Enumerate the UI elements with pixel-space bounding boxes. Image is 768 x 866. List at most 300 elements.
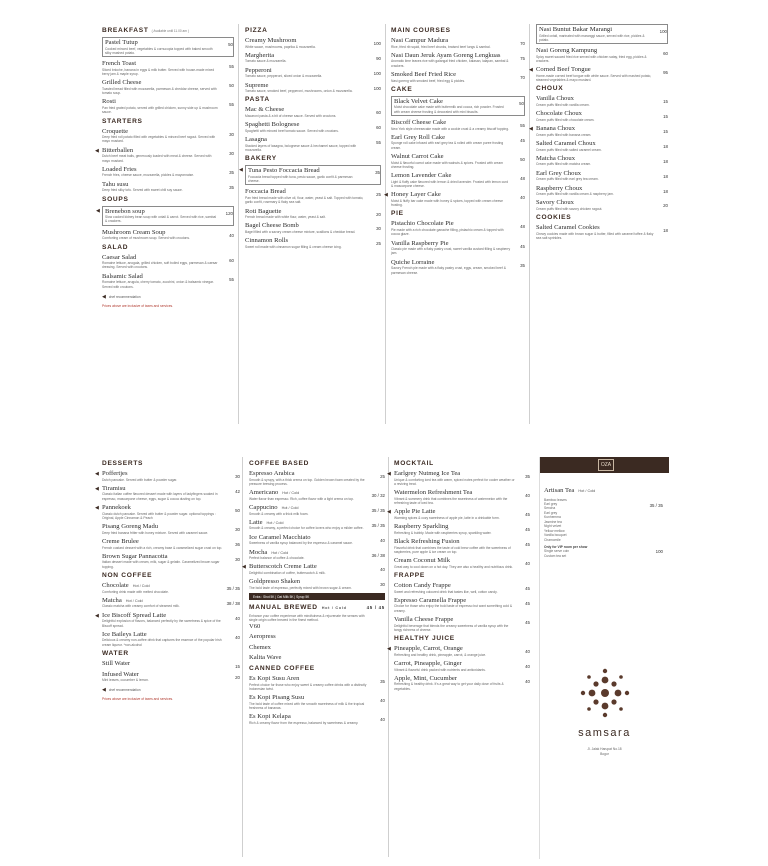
section-heading-mocktail <box>394 460 530 467</box>
section-heading-soups <box>102 196 234 203</box>
menu-item <box>102 229 234 241</box>
item-price: 40 <box>525 678 530 684</box>
item-description: Perfect choice for those who enjoy sweet & creamy coffee drinks with a distinctly Indonesian twist. <box>249 682 367 691</box>
item-description: Sweetness of vanilla syrup balanced by the espresso & caramel sauce. <box>249 541 353 546</box>
menu-item <box>102 660 240 668</box>
item-name <box>249 578 385 586</box>
item-description: Classic dutch pancake. Served with butter & powder sugar. optional toppings : Original, Apple Cinnamon & Peach <box>102 511 216 520</box>
item-title: Nasi Buntut Bakar Marangi <box>539 26 613 33</box>
item-price: 70 <box>520 75 525 80</box>
item-title: Savory Choux <box>536 199 574 207</box>
item-description: White sauce, mushrooms, paprika & mozzarella. <box>245 44 316 49</box>
item-name <box>102 60 234 68</box>
item-price: 35 / 35 <box>371 522 385 528</box>
item-description: Refreshing & bubbly. Made with raspberries syrup, sparkling water. <box>394 530 492 535</box>
item-title: Biscoff Cheese Cake <box>391 119 447 126</box>
menu-column-1 <box>95 24 234 428</box>
item-description: Light & fluffy cake flavored with lemon & dried lavender. Frosted with lemon curd & mascarpone cheese. <box>391 179 509 188</box>
item-price: 40 <box>380 537 385 543</box>
menu-column-1 <box>95 457 240 861</box>
item-name <box>102 229 234 237</box>
item-title: Butterscotch Creme Latte <box>249 563 317 571</box>
item-name <box>536 170 668 178</box>
menu-item <box>245 37 381 49</box>
item-price: 30 <box>229 150 234 156</box>
item-name <box>539 26 665 34</box>
item-price: 60 <box>376 125 381 131</box>
column-divider <box>388 457 389 857</box>
menu-item <box>394 675 530 691</box>
tea-variant: Chamomile <box>544 537 561 542</box>
menu-item <box>102 166 234 178</box>
item-description: Macaroni pasta & a bit of cheese sauce. Served with croutons. <box>245 114 337 119</box>
item-title: Matcha Choux <box>536 154 576 162</box>
item-title: Pisang Goreng Madu <box>102 523 159 531</box>
item-name <box>102 582 240 590</box>
section-title: DESSERTS <box>102 460 144 467</box>
item-name <box>245 52 381 60</box>
menu-item <box>536 224 668 240</box>
item-name <box>536 47 668 55</box>
item-name <box>536 95 668 103</box>
section-heading-breakfast <box>102 27 234 34</box>
section-title: STARTERS <box>102 117 143 125</box>
item-description: Delightful combination of coffee, butterscotch & milk. <box>249 571 326 576</box>
item-name <box>391 119 525 127</box>
chef-recommendation-icon: ◀ <box>387 510 391 516</box>
item-title: Cappucino <box>249 504 278 511</box>
item-name <box>102 553 240 561</box>
item-name <box>394 470 530 478</box>
item-title: Nasi Daun Jeruk Ayam Goreng Lengkuas <box>391 51 501 59</box>
item-price: 90 <box>376 55 381 61</box>
chef-recommendation-icon: ◀ <box>529 127 533 133</box>
item-price: 45 <box>520 137 525 143</box>
menu-item <box>249 519 385 531</box>
section-heading-pasta <box>245 96 381 103</box>
item-name <box>536 185 668 193</box>
item-description: Moist & fluffy bar cake made with honey & spices, topped with cream cheese frosting. <box>391 198 503 208</box>
item-price: 45 <box>520 243 525 249</box>
chef-recommendation-icon: ◀ <box>384 193 388 199</box>
item-title: Black Refreshing Fusion <box>394 538 460 545</box>
menu-item <box>96 206 234 226</box>
menu-item <box>245 82 381 94</box>
brand-header-bar <box>540 457 669 473</box>
item-title: Vanilla Cheese Frappe <box>394 616 454 623</box>
item-name <box>102 181 234 189</box>
menu-item <box>536 155 668 167</box>
item-description: Cream puffs filled with earl grey tea cream. <box>536 177 599 182</box>
item-title: Walnut Carrot Cake <box>391 153 444 160</box>
column-divider <box>242 457 243 857</box>
tea-variant: Yellow mellow <box>544 528 565 533</box>
menu-item <box>249 623 385 631</box>
item-price: 18 <box>663 228 668 234</box>
tea-variant: Bamboo leaves <box>544 497 567 502</box>
samsara-logo-icon <box>580 665 630 721</box>
menu-item <box>249 654 385 662</box>
menu-item <box>249 675 385 691</box>
item-description: Perfect balance of coffee & chocolate. <box>249 556 305 561</box>
item-title: Goldpresso Shaken <box>249 578 301 586</box>
item-title: Es Kopi Pisang Susu <box>249 694 305 702</box>
item-description: Sliced brioche, banana in eggs & milk butter. Served with house-made mixed berry jam & maple syrup. <box>102 67 215 76</box>
item-price: 35 <box>380 679 385 685</box>
item-description: Spicy sweet sauced fried rice served with chicken satay, fried egg, pickles & crackers. <box>536 54 647 63</box>
chef-recommendation-icon: ◀ <box>102 687 106 694</box>
item-options: Hot / Cold <box>282 491 300 496</box>
item-price: 30 / 32 <box>371 493 385 499</box>
item-name <box>249 519 385 527</box>
item-price: 100 <box>659 29 667 34</box>
item-name <box>249 534 385 542</box>
item-name <box>245 208 381 216</box>
menu-item <box>102 523 240 535</box>
section-heading-salad <box>102 244 234 251</box>
menu-item <box>391 37 525 49</box>
item-title: Tuna Pesto Foccacia Bread <box>248 167 320 175</box>
item-price: 40 <box>235 634 240 640</box>
item-price: 18 <box>663 158 668 164</box>
chef-recommendation-icon: ◀ <box>95 472 99 477</box>
item-title: Raspberry Sparkling <box>394 523 449 531</box>
item-description: Sweet roll made with cinnamon sugar filling & cream cheese icing. <box>245 244 342 249</box>
item-title: Tahu susu <box>102 180 129 188</box>
section-heading-choux <box>536 85 668 92</box>
legend-label: chef recommendation <box>108 294 141 299</box>
item-description: Moist chocolate cake made with buttermilk and cocoa, rich powder. Frosted with cream cheese frosting & decorated with mini biscuits. <box>394 105 504 114</box>
chef-recommendation-icon: ◀ <box>95 148 99 154</box>
chef-recommendation-icon: ◀ <box>239 168 243 174</box>
item-description: Classic matcha with creamy comfort of steamed milk. <box>102 604 180 609</box>
item-title: Lemon Lavender Cake <box>391 172 452 180</box>
item-name <box>391 191 525 199</box>
section-heading-cookies <box>536 214 668 221</box>
item-title: Mocha <box>249 548 268 556</box>
item-description: Delightful explosion of flavors, balanced perfectly by the sweetness & spice of the Biscoff spread. <box>102 619 221 628</box>
item-description: Classic pie made with a flaky pastry crust, sweet vanilla custard filling & raspberry jam. <box>391 247 511 256</box>
menu-item <box>249 489 385 501</box>
tea-variant: Night velvet <box>544 524 562 529</box>
menu-item <box>394 523 530 535</box>
menu-item <box>95 611 240 628</box>
item-name <box>394 582 530 590</box>
item-description: The bold taste of coffee mixed with the smooth sweetness of milk & the tropical freshness of bananas. <box>249 701 365 711</box>
section-heading-water <box>102 650 240 657</box>
item-name <box>536 155 668 163</box>
item-price: 40 <box>525 649 530 655</box>
item-title: Cinnamon Rolls <box>245 237 289 245</box>
menu-item <box>102 254 234 270</box>
item-title: Black Velvet Cake <box>394 97 443 105</box>
menu-item <box>95 484 240 501</box>
item-title: Tiramisu <box>102 484 126 492</box>
item-title: Ice Biscoff Spread Latte <box>102 611 167 619</box>
item-description: Cream puffs filled with salted caramel cream. <box>536 147 602 152</box>
item-title: Es Kopi Susu Aren <box>249 675 300 683</box>
legend <box>102 687 240 693</box>
item-price: 40 <box>525 561 530 567</box>
item-name <box>394 508 530 516</box>
section-title: SOUPS <box>102 195 129 203</box>
item-price: 20 <box>376 211 381 217</box>
item-description: Cooked minced beef, vegetables & cornucopia topped with baked smooth silky mashed potato. <box>105 46 213 55</box>
item-title: Carrot, Pineapple, Ginger <box>394 660 462 667</box>
item-title: Earl Grey Roll Cake <box>391 133 446 141</box>
menu-item <box>249 534 385 546</box>
menu-item <box>536 110 668 122</box>
item-name <box>105 208 231 216</box>
menu-item <box>102 631 240 647</box>
menu-item <box>102 671 240 683</box>
item-price: 20 <box>235 674 240 680</box>
item-title: Pistachio Chocolate Pie <box>391 220 454 228</box>
menu-item <box>536 47 668 63</box>
item-title: Mushroom Cream Soup <box>102 228 166 236</box>
item-title: Nasi Campur Madura <box>391 37 449 44</box>
item-price: 95 <box>663 70 668 76</box>
item-price: 36 / 38 <box>371 552 385 558</box>
item-price: 40 <box>235 615 240 621</box>
item-price: 40 <box>229 232 234 238</box>
section-title: SALAD <box>102 243 129 251</box>
item-description: Pan fried grated potato, served with grilled chicken, sunny side up & mushroom sauce. <box>102 106 218 115</box>
item-price: 70 <box>520 41 525 46</box>
item-price: 48 <box>520 176 525 182</box>
item-name <box>394 660 530 668</box>
menu-item <box>249 578 385 590</box>
item-price: 30 <box>235 474 240 479</box>
item-name <box>391 220 525 228</box>
item-price: 42 <box>235 488 240 494</box>
item-title: Vanilla Choux <box>536 95 574 103</box>
item-title: Chocolate Choux <box>536 110 582 118</box>
item-title: Pepperoni <box>245 66 272 74</box>
section-heading-non-coffee <box>102 572 240 579</box>
item-price: 25 <box>376 241 381 247</box>
section-heading-main-courses <box>391 27 525 34</box>
item-title: Roti Baguette <box>245 207 282 215</box>
item-description: Sweet and refreshing coloured drink that tastes like, well, cotton candy. <box>394 589 498 594</box>
item-name <box>245 237 381 245</box>
item-title: Spaghetti Bolognese <box>245 121 300 129</box>
item-name <box>394 538 530 546</box>
section-heading-coffee-based <box>249 460 385 467</box>
item-name <box>102 128 234 136</box>
menu-item <box>102 181 234 193</box>
item-title: Foccacia Bread <box>245 188 286 196</box>
item-price: 45 <box>525 586 530 591</box>
item-price: 35 <box>375 170 380 176</box>
tea-variant: Earl grey <box>544 510 558 515</box>
item-price: 20 <box>663 203 668 209</box>
menu-item <box>245 106 381 118</box>
item-description: Cream puffs filled with vanilla cream. <box>536 103 590 107</box>
vip-price: 100 <box>655 549 663 555</box>
item-title: Latte <box>249 518 263 526</box>
item-description: Vibrant & flavorful drink packed with nutrients and antioxidants. <box>394 667 486 672</box>
menu-item <box>102 273 234 289</box>
item-price: 30 <box>380 582 385 588</box>
item-name <box>394 98 522 106</box>
menu-item <box>95 470 240 482</box>
menu-item <box>95 146 234 163</box>
item-title: Chemex <box>249 643 271 651</box>
column-divider <box>529 24 530 424</box>
item-title: Smoked Beef Fried Rice <box>391 71 457 78</box>
item-description: Smooth & syrupy, with a thick crema on top. Golden brown foam created by the pressure brewing process. <box>249 477 365 486</box>
item-price: 25 <box>376 192 381 198</box>
section-title: CAKE <box>391 85 413 93</box>
item-name <box>249 470 385 478</box>
item-title: Margherita <box>245 51 275 59</box>
menu-item <box>249 504 385 516</box>
column-divider <box>238 24 239 424</box>
item-description: Tomato sauce, smoked beef, pepperoni, mushrooms, onion & mozzarella. <box>245 89 353 94</box>
item-title: Mac & Cheese <box>245 106 285 114</box>
item-price: 55 <box>229 276 234 282</box>
item-name <box>245 37 381 45</box>
extras-bar: Extra : Shot 5K | Oat Milk 5K | Syrup 5K <box>249 593 385 600</box>
item-price: 55 <box>376 140 381 146</box>
item-name <box>249 549 385 557</box>
item-description: Spaghetti with minced beef tomato sauce. Served with croutons. <box>245 128 339 133</box>
item-name <box>105 39 231 47</box>
item-title: Salted Caramel Cookies <box>536 224 600 232</box>
item-title: Pannekoek <box>102 504 131 511</box>
brand-badge: OZA <box>598 459 614 471</box>
menu-item <box>102 582 240 594</box>
item-name <box>102 671 240 679</box>
tea-variant: Earl grey <box>544 502 558 507</box>
item-name <box>249 504 385 512</box>
item-name <box>391 37 525 45</box>
menu-item <box>102 553 240 569</box>
menu-item <box>387 508 530 520</box>
item-name <box>394 675 530 683</box>
item-price: 18 <box>663 173 668 179</box>
item-title: Cream Coconut Milk <box>394 557 451 565</box>
item-description: Unique & comforting iced tea with warm, spiced notes perfect for cooler weather or a reviving treat. <box>394 477 515 486</box>
item-price: 40 <box>380 717 385 723</box>
price-note: Prices above are inclusive of taxes and services. <box>102 303 174 308</box>
item-name <box>249 654 385 662</box>
menu-item <box>394 538 530 554</box>
section-title: PIZZA <box>245 27 268 34</box>
item-title: Pineapple, Carrot, Orange <box>394 645 463 653</box>
vip-item <box>540 549 663 558</box>
chef-recommendation-icon: ◀ <box>95 506 99 511</box>
menu-item <box>102 79 234 95</box>
item-title: Still Water <box>102 660 131 667</box>
tea-variant: Vanilla bouquet <box>544 533 567 538</box>
item-title: Pastel Tutup <box>105 39 138 46</box>
item-price: 18 <box>663 144 668 149</box>
item-price: 30 <box>235 556 240 562</box>
item-title: Croquette <box>102 127 129 135</box>
item-price: 30 <box>229 131 234 137</box>
item-name <box>391 172 525 180</box>
legend-label: chef recommendation <box>108 688 141 693</box>
item-description: Italian dessert made with cream, milk, sugar & gelatin. Caramelized brown sugar topping. <box>102 560 220 569</box>
item-description: Vibrant & summery drink that combines the sweetness of watermelon with the refreshing taste of iced tea. <box>394 496 508 505</box>
item-name <box>394 557 530 565</box>
legend <box>102 294 234 300</box>
item-title: Bagel Cheese Bomb <box>245 222 299 230</box>
menu-item <box>529 66 668 83</box>
menu-item <box>394 597 530 613</box>
item-description: Cream puffs filled with matcha cream. <box>536 162 592 167</box>
section-heading-manual-brewed <box>249 604 385 611</box>
item-name <box>394 489 530 497</box>
item-name <box>249 489 385 497</box>
item-title: Brenebon soup <box>105 207 145 215</box>
tea-variant: Kunhemma <box>544 515 561 520</box>
item-title: Apple, Mint, Cucumber <box>394 674 457 682</box>
item-description: Refreshing & healthy drink. It's a great way to get your daily dose of fruits & vegetables. <box>394 682 504 691</box>
item-description: Great way to cool down on a hot day. They are also a healthy and nutritious drink. <box>394 564 514 569</box>
item-name <box>102 612 240 620</box>
item-name <box>249 644 385 652</box>
section-heading-healthy-juice <box>394 635 530 642</box>
item-price: 40 <box>380 567 385 573</box>
item-name <box>102 485 240 493</box>
section-title: FRAPPE <box>394 572 425 579</box>
item-price: 25 <box>380 474 385 479</box>
menu-item <box>391 240 525 256</box>
menu-page-2 <box>92 447 676 866</box>
item-description: Savory French pie made with a flaky pastry crust, eggs, cream, smoked beef & parmesan cheese. <box>391 266 506 275</box>
item-title: Creme Brulee <box>102 538 139 545</box>
item-description: Deep fried banana fritter with honey mixture. Served with caramel sauce. <box>102 530 209 535</box>
chef-recommendation-icon: ◀ <box>242 565 246 571</box>
item-title: Chocolate <box>102 582 129 589</box>
section-title: PASTA <box>245 96 270 104</box>
item-description: Tomato sauce, pepperoni, sliced onion & mozzarella. <box>245 74 323 79</box>
item-description: Rich & creamy flavor from the espresso, balanced by sweetness & creamy. <box>249 720 359 725</box>
item-name <box>245 222 381 230</box>
menu-item <box>384 191 525 208</box>
item-description: The bold taste of espresso, perfectly mixed with brown sugar & cream. <box>249 585 352 590</box>
menu-item <box>394 616 530 632</box>
item-title: Earl Grey Choux <box>536 169 582 177</box>
item-price: 45 <box>525 542 530 547</box>
menu-item <box>387 470 530 486</box>
section-title: COFFEE BASED <box>249 460 310 467</box>
section-title: NON COFFEE <box>102 572 153 579</box>
menu-item <box>391 71 525 83</box>
item-description: Stacked layers of lasagna, bolognese sauce & bechamel sauce, topped with mozzarella. <box>245 143 357 153</box>
item-price: 50 <box>520 157 525 162</box>
item-title: Salted Caramel Choux <box>536 140 596 147</box>
item-price: 55 <box>229 102 234 108</box>
item-name <box>394 597 530 605</box>
menu-column-2 <box>242 457 385 861</box>
item-title: Quiche Lorraine <box>391 258 435 266</box>
item-name <box>249 713 385 721</box>
menu-column-3 <box>384 24 525 428</box>
menu-item <box>391 134 525 150</box>
item-title: Lasagna <box>245 136 267 144</box>
section-title: COOKIES <box>536 214 572 222</box>
item-title: French Toast <box>102 60 137 68</box>
menu-item <box>245 121 381 133</box>
item-name <box>536 66 668 74</box>
item-price: 120 <box>225 210 233 216</box>
menu-item <box>245 237 381 249</box>
item-name <box>102 166 234 174</box>
